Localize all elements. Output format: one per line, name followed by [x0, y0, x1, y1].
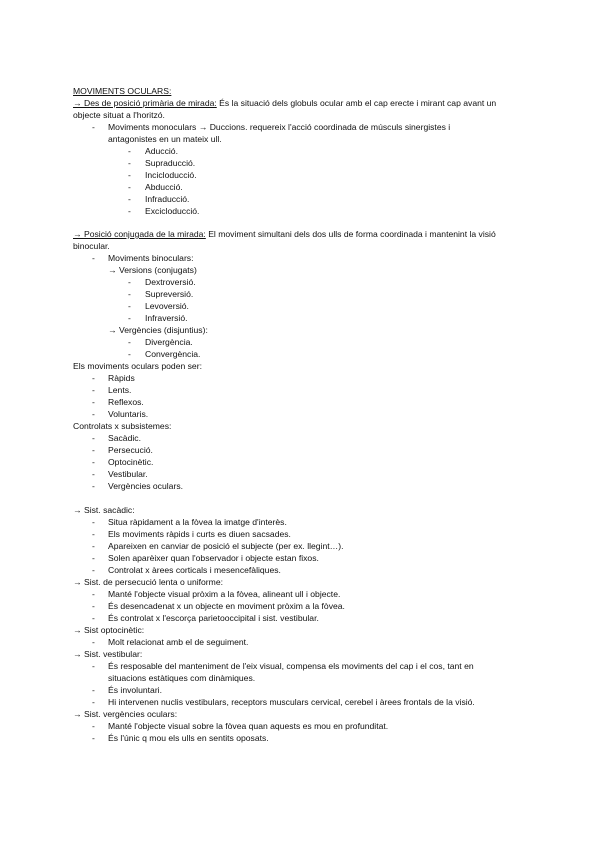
section-label: → Sist. de persecució lenta o uniforme: — [73, 577, 223, 587]
bullet-dash: - — [92, 409, 95, 419]
bullet-dash: - — [92, 637, 95, 647]
vergencies-label: → Vergències (disjuntius): — [108, 325, 208, 335]
bullet-dash: - — [92, 661, 95, 671]
list-item: Situa ràpidament a la fòvea la imatge d'interès. — [108, 517, 287, 527]
bullet-dash: - — [92, 529, 95, 539]
list-item: Vestibular. — [108, 469, 148, 479]
list-item: Moviments binoculars: — [108, 253, 194, 263]
bullet-dash: - — [92, 457, 95, 467]
bullet-dash: - — [92, 253, 95, 263]
bullet-dash: - — [92, 589, 95, 599]
sub-list-item: Supraducció. — [145, 158, 196, 168]
sub-list-item: Convergència. — [145, 349, 201, 359]
bullet-dash: - — [128, 277, 131, 287]
bullet-dash: - — [92, 469, 95, 479]
list-item: Manté l'objecte visual pròxim a la fòvea, alineant ull i objecte. — [108, 589, 341, 599]
list-item: És involuntari. — [108, 685, 162, 695]
sub-list-item: Dextroversió. — [145, 277, 196, 287]
bullet-dash: - — [92, 122, 95, 132]
section-text-continued: objecte situat a l'horitzó. — [73, 110, 165, 120]
section-conjugate-gaze-line1 — [73, 229, 496, 240]
sub-list-item: Supreversió. — [145, 289, 194, 299]
bullet-dash: - — [92, 517, 95, 527]
section-heading: → Posició conjugada de la mirada: — [73, 229, 206, 239]
section-text: El moviment simultani dels dos ulls de forma coordinada i mantenint la visió — [205, 229, 496, 239]
bullet-dash: - — [92, 721, 95, 731]
bullet-dash: - — [128, 182, 131, 192]
list-item: Manté l'objecte visual sobre la fòvea quan aquests es mou en profunditat. — [108, 721, 389, 731]
list-item-continued: antagonistes en un mateix ull. — [108, 134, 222, 144]
list-item: Optocinètic. — [108, 457, 154, 467]
list-item: És l'únic q mou els ulls en sentits oposats. — [108, 733, 269, 743]
versions-label: → Versions (conjugats) — [108, 265, 197, 275]
bullet-dash: - — [92, 397, 95, 407]
bullet-dash: - — [92, 553, 95, 563]
bullet-dash: - — [128, 158, 131, 168]
bullet-dash: - — [92, 481, 95, 491]
bullet-dash: - — [128, 337, 131, 347]
list-item: Moviments monoculars → Duccions. requereix l'acció coordinada de músculs sinergistes i — [108, 122, 451, 132]
list-item: Lents. — [108, 385, 132, 395]
section-heading: → Des de posició primària de mirada: — [73, 98, 217, 108]
bullet-dash: - — [92, 613, 95, 623]
bullet-dash: - — [92, 733, 95, 743]
list-item: Molt relacionat amb el de seguiment. — [108, 637, 249, 647]
section-label: Els moviments oculars poden ser: — [73, 361, 202, 371]
sub-list-item: Levoversió. — [145, 301, 189, 311]
bullet-dash: - — [92, 445, 95, 455]
bullet-dash: - — [128, 301, 131, 311]
list-item: Vergències oculars. — [108, 481, 183, 491]
bullet-dash: - — [128, 289, 131, 299]
sub-list-item: Incicloducció. — [145, 170, 197, 180]
bullet-dash: - — [92, 373, 95, 383]
sub-list-item: Abducció. — [145, 182, 183, 192]
bullet-dash: - — [92, 697, 95, 707]
sub-list-item: Infraversió. — [145, 313, 188, 323]
bullet-dash: - — [92, 601, 95, 611]
list-item: És desencadenat x un objecte en moviment pròxim a la fòvea. — [108, 601, 345, 611]
section-label: → Sist. vestibular: — [73, 649, 143, 659]
bullet-dash: - — [92, 541, 95, 551]
section-label: Controlats x subsistemes: — [73, 421, 172, 431]
list-item: Sacàdic. — [108, 433, 141, 443]
list-item: Els moviments ràpids i curts es diuen sacsades. — [108, 529, 291, 539]
bullet-dash: - — [92, 565, 95, 575]
section-primary-gaze-line1 — [73, 98, 496, 109]
page-title: MOVIMENTS OCULARS: — [73, 86, 172, 96]
list-item: Voluntaris. — [108, 409, 149, 419]
bullet-dash: - — [128, 146, 131, 156]
list-item: És controlat x l'escorça parietooccipital i sist. vestibular. — [108, 613, 319, 623]
sub-list-item: Excicloducció. — [145, 206, 200, 216]
section-label: → Sist optocinètic: — [73, 625, 145, 635]
sub-list-item: Infraducció. — [145, 194, 190, 204]
list-item-continued: situacions estàtiques com dinàmiques. — [108, 673, 256, 683]
list-item: És resposable del manteniment de l'eix visual, compensa els moviments del cap i el cos, tant en — [108, 661, 474, 671]
bullet-dash: - — [128, 194, 131, 204]
sub-list-item: Aducció. — [145, 146, 178, 156]
section-label: → Sist. sacàdic: — [73, 505, 135, 515]
list-item: Ràpids — [108, 373, 135, 383]
sub-list-item: Divergència. — [145, 337, 193, 347]
section-text-continued: binocular. — [73, 241, 110, 251]
section-text: És la situació dels globuls ocular amb el cap erecte i mirant cap avant un — [216, 98, 497, 108]
list-item: Solen aparèixer quan l'observador i objecte estan fixos. — [108, 553, 319, 563]
section-label: → Sist. vergències oculars: — [73, 709, 178, 719]
list-item: Reflexos. — [108, 397, 144, 407]
list-item: Persecució. — [108, 445, 153, 455]
list-item: Controlat x àrees corticals i mesencefàliques. — [108, 565, 281, 575]
list-item: Apareixen en canviar de posició el subjecte (per ex. llegint…). — [108, 541, 344, 551]
list-item: Hi intervenen nuclis vestibulars, receptors musculars cervical, cerebel i àrees frontals de la visió. — [108, 697, 475, 707]
bullet-dash: - — [92, 385, 95, 395]
bullet-dash: - — [128, 313, 131, 323]
bullet-dash: - — [128, 206, 131, 216]
bullet-dash: - — [128, 170, 131, 180]
bullet-dash: - — [128, 349, 131, 359]
bullet-dash: - — [92, 685, 95, 695]
bullet-dash: - — [92, 433, 95, 443]
